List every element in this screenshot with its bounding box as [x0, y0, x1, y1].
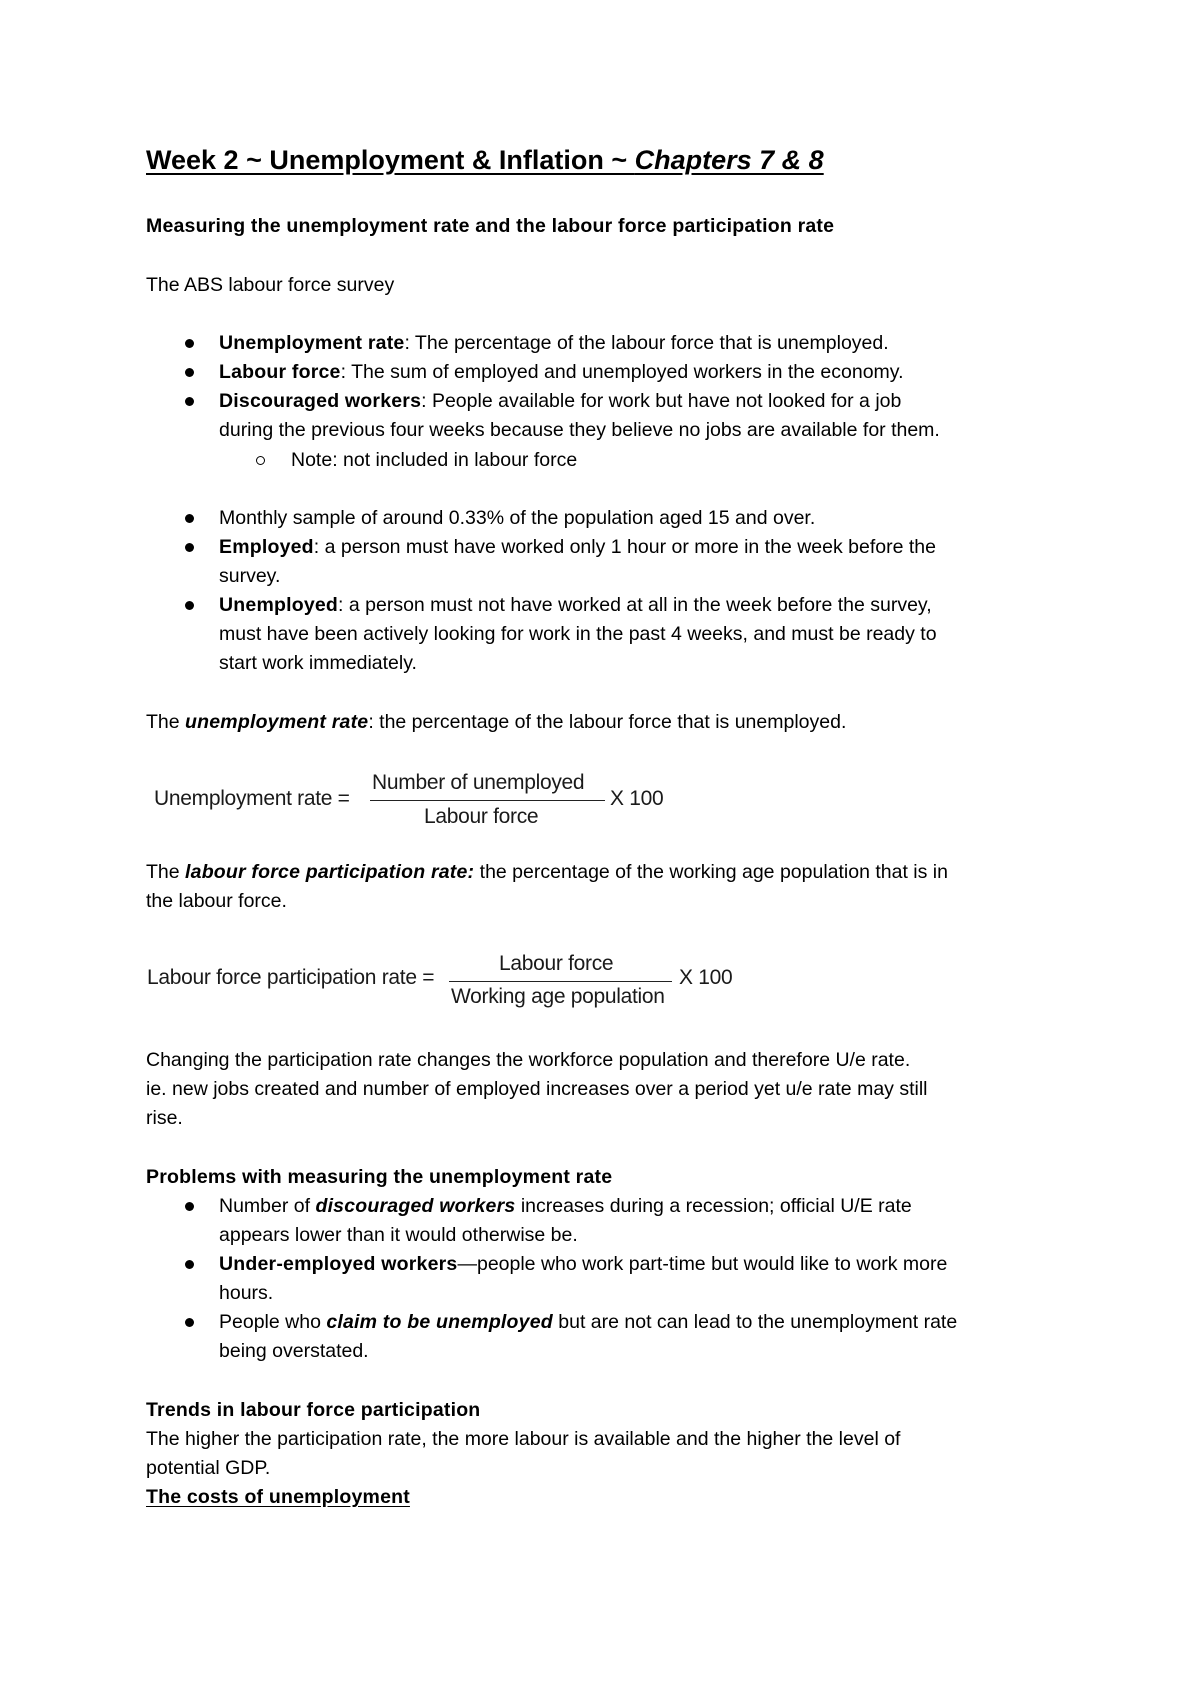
formula-multiplier: X 100 — [610, 787, 664, 810]
list-item-discouraged-workers — [219, 387, 901, 416]
text: People who — [219, 1311, 327, 1333]
page-title — [146, 145, 824, 176]
bullet-dot — [185, 543, 194, 552]
paragraph-line: potential GDP. — [146, 1457, 271, 1479]
term: Employed — [219, 536, 314, 558]
term: Discouraged workers — [219, 390, 422, 412]
list-item-unemployed — [219, 591, 932, 620]
text: the percentage of the working age population that is in — [474, 861, 948, 883]
bullet-dot — [185, 339, 194, 348]
formula-numerator: Labour force — [499, 952, 614, 975]
term: claim to be unemployed — [326, 1311, 553, 1333]
formula-denominator: Working age population — [451, 985, 665, 1008]
section-heading-trends: Trends in labour force participation — [146, 1399, 481, 1421]
list-item-continuation: being overstated. — [219, 1340, 369, 1362]
text: The — [146, 861, 186, 883]
text: —people who work part-time but would like to work more — [457, 1253, 948, 1275]
definition: : People available for work but have not looked for a job — [421, 390, 902, 412]
title-main: Week 2 ~ Unemployment & Inflation ~ — [146, 145, 635, 175]
paragraph-line: ie. new jobs created and number of employed increases over a period yet u/e rate may still — [146, 1078, 928, 1100]
list-item-labour-force — [219, 358, 904, 387]
list-item-under-employed — [219, 1250, 947, 1279]
term: Unemployed — [219, 594, 339, 616]
formula-denominator: Labour force — [424, 805, 539, 828]
list-item-claim-unemployed — [219, 1308, 957, 1337]
formula-multiplier: X 100 — [679, 966, 733, 989]
bullet-dot — [185, 1260, 194, 1269]
bullet-dot — [185, 1318, 194, 1327]
bullet-dot — [185, 601, 194, 610]
intro-text: The ABS labour force survey — [146, 274, 395, 296]
formula-numerator: Number of unemployed — [372, 771, 585, 794]
definition: : The sum of employed and unemployed workers in the economy. — [340, 361, 904, 383]
paragraph-line: rise. — [146, 1107, 183, 1129]
text: The — [146, 711, 186, 733]
term: labour force participation rate: — [185, 861, 475, 883]
sub-list-item-note: Note: not included in labour force — [291, 449, 578, 471]
title-chapters: Chapters 7 & 8 — [634, 145, 824, 175]
list-item-unemployment-rate — [219, 329, 889, 358]
fraction-line — [370, 800, 605, 801]
text: : the percentage of the labour force that is unemployed. — [368, 711, 847, 733]
list-item-continuation: appears lower than it would otherwise be. — [219, 1224, 578, 1246]
term: Labour force — [219, 361, 341, 383]
unemployment-rate-definition — [146, 708, 846, 737]
bullet-dot — [185, 514, 194, 523]
formula-lhs: Unemployment rate = — [154, 787, 350, 810]
sub-bullet-circle — [256, 456, 265, 465]
paragraph-line: The higher the participation rate, the more labour is available and the higher the level of — [146, 1428, 901, 1450]
section-heading-problems: Problems with measuring the unemployment rate — [146, 1166, 613, 1188]
formula-lhs: Labour force participation rate = — [147, 966, 435, 989]
list-item-monthly-sample: Monthly sample of around 0.33% of the population aged 15 and over. — [219, 507, 816, 529]
list-item-continuation: hours. — [219, 1282, 274, 1304]
participation-rate-definition — [146, 858, 948, 887]
term: Unemployment rate — [219, 332, 405, 354]
bullet-dot — [185, 368, 194, 377]
participation-rate-continuation: the labour force. — [146, 890, 287, 912]
bullet-dot — [185, 1202, 194, 1211]
section-heading-measuring: Measuring the unemployment rate and the labour force participation rate — [146, 215, 835, 237]
list-item-discouraged — [219, 1192, 912, 1221]
section-heading-costs: The costs of unemployment — [146, 1486, 410, 1508]
text: but are not can lead to the unemployment rate — [552, 1311, 958, 1333]
list-item-continuation: must have been actively looking for work in the past 4 weeks, and must be ready to — [219, 623, 937, 645]
definition: : a person must have worked only 1 hour or more in the week before the — [313, 536, 936, 558]
text: Number of — [219, 1195, 316, 1217]
list-item-continuation: during the previous four weeks because they believe no jobs are available for them. — [219, 419, 940, 441]
term: Under-employed workers — [219, 1253, 458, 1275]
definition: : a person must not have worked at all in the week before the survey, — [338, 594, 932, 616]
list-item-employed — [219, 533, 936, 562]
list-item-continuation: start work immediately. — [219, 652, 417, 674]
term: unemployment rate — [185, 711, 369, 733]
bullet-dot — [185, 397, 194, 406]
term: discouraged workers — [315, 1195, 516, 1217]
fraction-line — [449, 981, 672, 982]
paragraph-line: Changing the participation rate changes the workforce population and therefore U/e rate. — [146, 1049, 911, 1071]
definition: : The percentage of the labour force that is unemployed. — [404, 332, 889, 354]
text: increases during a recession; official U/E rate — [515, 1195, 912, 1217]
list-item-continuation: survey. — [219, 565, 281, 587]
